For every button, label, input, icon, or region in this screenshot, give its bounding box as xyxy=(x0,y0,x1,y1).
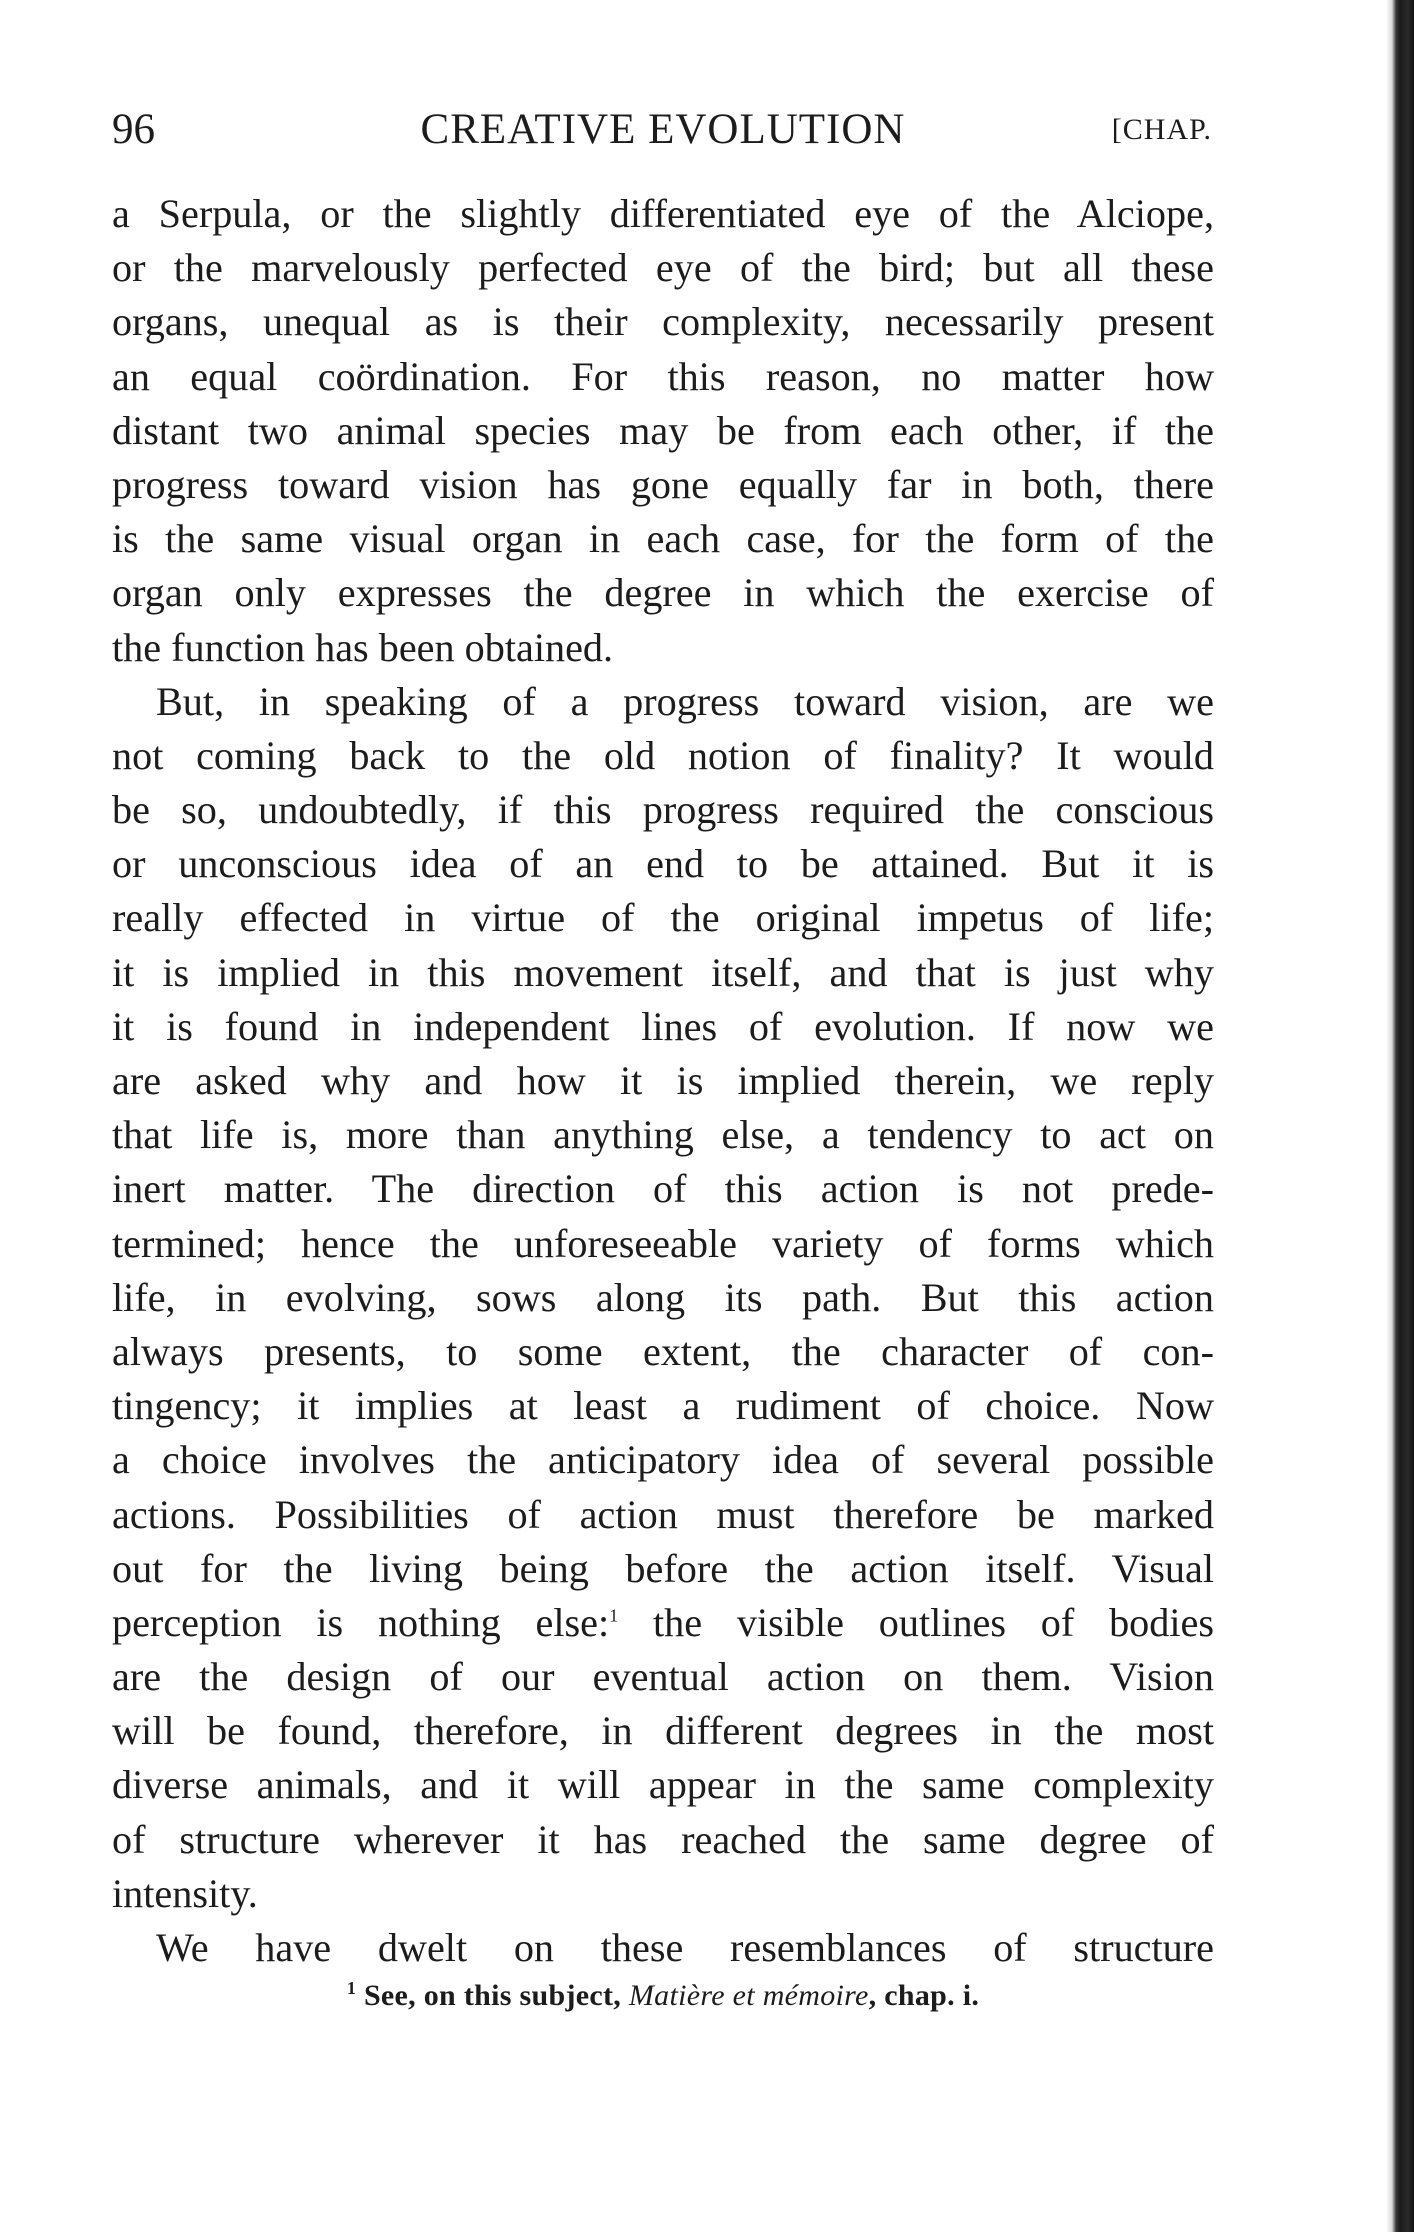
text-line: a Serpula, or the slightly differentiated eye of the Alciope, xyxy=(112,191,1214,236)
text-line: out for the living being before the action itself. Visual xyxy=(112,1545,1214,1591)
footnote-reference: 1 xyxy=(609,1605,619,1626)
footnote-cited-title: Matière et mémoire xyxy=(628,1979,869,2013)
text-line: organs, unequal as is their complexity, necessarily present xyxy=(112,299,1214,345)
footnote xyxy=(112,1979,1214,2013)
chapter-mark: [CHAP. xyxy=(1111,113,1212,146)
footnote-marker: 1 xyxy=(346,1978,357,1999)
footnote-text-end: , chap. i. xyxy=(868,1979,980,2013)
text-line: termined; hence the unforeseeable variety of forms which xyxy=(112,1220,1214,1266)
text-line: be so, undoubtedly, if this progress required the conscious xyxy=(112,787,1214,833)
text-line: that life is, more than anything else, a tendency to act on xyxy=(112,1112,1214,1158)
text-segment: the visible outlines of bodies xyxy=(652,1599,1214,1645)
running-title: CREATIVE EVOLUTION xyxy=(420,106,906,153)
text-line: organ only expresses the degree in which the exercise of xyxy=(112,570,1214,616)
text-line: tingency; it implies at least a rudiment of choice. Now xyxy=(112,1383,1214,1429)
text-line: not coming back to the old notion of finality? It would xyxy=(112,732,1214,778)
text-line: or unconscious idea of an end to be attained. But it is xyxy=(112,841,1214,887)
book-page xyxy=(112,105,1214,2013)
text-line: We have dwelt on these resemblances of structure xyxy=(156,1925,1214,1970)
text-line: inert matter. The direction of this action is not prede- xyxy=(112,1166,1214,1212)
footnote-text: See, on this subject, xyxy=(363,1979,629,2013)
text-line: always presents, to some extent, the character of con- xyxy=(112,1328,1214,1374)
body-text xyxy=(112,187,1214,1975)
text-line: an equal coördination. For this reason, no matter how xyxy=(112,353,1214,399)
text-line: diverse animals, and it will appear in the same complexity xyxy=(112,1762,1214,1808)
text-line: or the marvelously perfected eye of the bird; but all these xyxy=(112,245,1214,291)
text-line: really effected in virtue of the original impetus of life; xyxy=(112,895,1214,941)
scan-binding-edge xyxy=(1386,0,1414,2232)
text-line: will be found, therefore, in different degrees in the most xyxy=(112,1708,1214,1754)
text-segment: perception is nothing else: xyxy=(112,1599,610,1645)
text-line: are asked why and how it is implied therein, we reply xyxy=(112,1058,1214,1103)
text-line: is the same visual organ in each case, for the form of the xyxy=(112,516,1214,562)
text-line: of structure wherever it has reached the same degree of xyxy=(112,1816,1214,1862)
text-line: it is found in independent lines of evolution. If now we xyxy=(112,1003,1214,1049)
text-line: the function has been obtained. xyxy=(112,624,614,670)
text-line: intensity. xyxy=(112,1870,258,1916)
text-line-with-footnote-ref xyxy=(112,1596,1214,1650)
text-line: life, in evolving, sows along its path. But this action xyxy=(112,1274,1214,1320)
text-line: actions. Possibilities of action must therefore be marked xyxy=(112,1491,1214,1537)
text-line: are the design of our eventual action on them. Vision xyxy=(112,1654,1214,1700)
page-number: 96 xyxy=(112,106,155,153)
text-line: distant two animal species may be from each other, if the xyxy=(112,407,1214,453)
text-line: a choice involves the anticipatory idea of several possible xyxy=(112,1437,1214,1483)
text-line: progress toward vision has gone equally far in both, there xyxy=(112,461,1214,507)
text-line: But, in speaking of a progress toward vision, are we xyxy=(156,678,1214,724)
text-line: it is implied in this movement itself, and that is just why xyxy=(112,949,1214,995)
running-head xyxy=(112,105,1214,165)
